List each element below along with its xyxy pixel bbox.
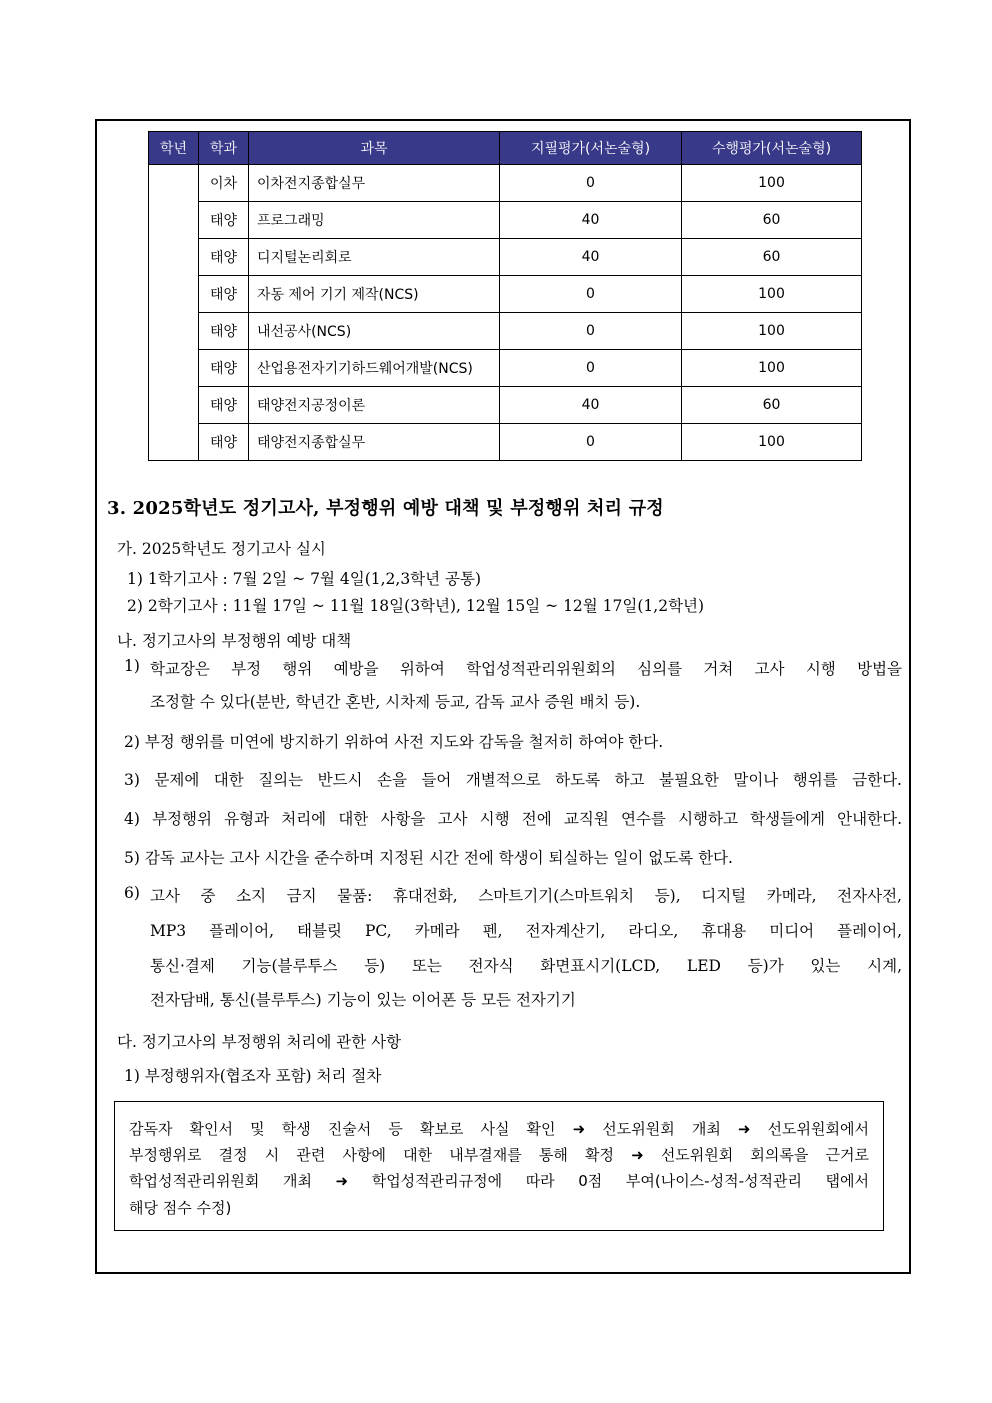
subsection-ga-heading: 가. 2025학년도 정기고사 실시 [117, 540, 326, 558]
written-cell: 0 [500, 313, 682, 350]
header-performance-eval: 수행평가(서논술형) [682, 132, 862, 165]
performance-cell: 100 [682, 350, 862, 387]
table-row [149, 387, 862, 424]
performance-cell: 60 [682, 239, 862, 276]
table-row [149, 239, 862, 276]
header-grade: 학년 [149, 132, 199, 165]
dept-cell: 이차 [199, 165, 249, 202]
header-dept: 학과 [199, 132, 249, 165]
written-cell: 40 [500, 202, 682, 239]
written-cell: 0 [500, 424, 682, 461]
header-written-eval: 지필평가(서논술형) [500, 132, 682, 165]
subsection-na-heading: 나. 정기고사의 부정행위 예방 대책 [117, 632, 352, 650]
dept-cell: 태양 [199, 350, 249, 387]
subject-cell: 이차전지종합실무 [249, 165, 500, 202]
prevention-item-5: 5) 감독 교사는 고사 시간을 준수하며 지정된 시간 전에 학생이 퇴실하는 일이 없도록 한다. [124, 849, 733, 867]
table-row [149, 202, 862, 239]
prohibited-items-line-2: MP3 플레이어, 태블릿 PC, 카메라 펜, 전자계산기, 라디오, 휴대용 미디어 플레이어, [150, 922, 902, 940]
performance-cell: 100 [682, 165, 862, 202]
procedure-line-2: 부정행위로 결정 시 관련 사항에 대한 내부결재를 통해 확정 ➜ 선도위원회 회의록을 근거로 [129, 1146, 869, 1164]
subject-cell: 태양전지공정이론 [249, 387, 500, 424]
prevention-item-1-number: 1) [124, 657, 140, 675]
prevention-item-3: 3) 문제에 대한 질의는 반드시 손을 들어 개별적으로 하도록 하고 불필요한 말이나 행위를 금한다. [124, 771, 902, 789]
prohibited-items-line-1: 고사 중 소지 금지 물품: 휴대전화, 스마트기기(스마트워치 등), 디지털 카메라, 전자사전, [150, 887, 902, 905]
subject-cell: 디지털논리회로 [249, 239, 500, 276]
exam-schedule-item-1: 1) 1학기고사 : 7월 2일 ~ 7월 4일(1,2,3학년 공통) [127, 570, 482, 588]
dept-cell: 태양 [199, 276, 249, 313]
prohibited-items-line-3: 통신·결제 기능(블루투스 등) 또는 전자식 화면표시기(LCD, LED 등)가 있는 시계, [150, 957, 902, 975]
prohibited-items-line-4: 전자담배, 통신(블루투스) 기능이 있는 이어폰 등 모든 전자기기 [150, 991, 576, 1009]
performance-cell: 100 [682, 313, 862, 350]
dept-cell: 태양 [199, 239, 249, 276]
prevention-item-1-line-2: 조정할 수 있다(분반, 학년간 혼반, 시차제 등교, 감독 교사 증원 배치 등). [150, 693, 641, 711]
subject-cell: 프로그래밍 [249, 202, 500, 239]
dept-cell: 태양 [199, 313, 249, 350]
table-row [149, 424, 862, 461]
prevention-item-6-number: 6) [124, 884, 140, 902]
table-header-row [149, 132, 862, 165]
performance-cell: 60 [682, 387, 862, 424]
evaluation-ratio-table [148, 131, 862, 461]
performance-cell: 100 [682, 424, 862, 461]
procedure-line-4: 해당 점수 수정) [129, 1199, 232, 1217]
table-row [149, 350, 862, 387]
subject-cell: 자동 제어 기기 제작(NCS) [249, 276, 500, 313]
subject-cell: 내선공사(NCS) [249, 313, 500, 350]
dept-cell: 태양 [199, 424, 249, 461]
section-3-title: 3. 2025학년도 정기고사, 부정행위 예방 대책 및 부정행위 처리 규정 [107, 498, 664, 519]
header-subject: 과목 [249, 132, 500, 165]
prevention-item-1-line-1: 학교장은 부정 행위 예방을 위하여 학업성적관리위원회의 심의를 거쳐 고사 시행 방법을 [150, 660, 902, 678]
subject-cell: 산업용전자기기하드웨어개발(NCS) [249, 350, 500, 387]
performance-cell: 60 [682, 202, 862, 239]
prevention-item-2: 2) 부정 행위를 미연에 방지하기 위하여 사전 지도와 감독을 철저히 하여야 한다. [124, 733, 664, 751]
written-cell: 0 [500, 276, 682, 313]
procedure-line-1: 감독자 확인서 및 학생 진술서 등 확보로 사실 확인 ➜ 선도위원회 개최 ➜ 선도위원회에서 [129, 1120, 869, 1138]
written-cell: 40 [500, 239, 682, 276]
cheating-procedure-item-1: 1) 부정행위자(협조자 포함) 처리 절차 [124, 1067, 382, 1085]
performance-cell: 100 [682, 276, 862, 313]
procedure-line-3: 학업성적관리위원회 개최 ➜ 학업성적관리규정에 따라 0점 부여(나이스-성적-성적관리 탭에서 [129, 1172, 869, 1190]
table-row [149, 313, 862, 350]
written-cell: 40 [500, 387, 682, 424]
grade-cell [149, 165, 199, 461]
subsection-da-heading: 다. 정기고사의 부정행위 처리에 관한 사항 [117, 1033, 402, 1051]
written-cell: 0 [500, 165, 682, 202]
exam-schedule-item-2: 2) 2학기고사 : 11월 17일 ~ 11월 18일(3학년), 12월 15일 ~ 12월 17일(1,2학년) [127, 597, 705, 615]
prevention-item-4: 4) 부정행위 유형과 처리에 대한 사항을 고사 시행 전에 교직원 연수를 시행하고 학생들에게 안내한다. [124, 810, 902, 828]
subject-cell: 태양전지종합실무 [249, 424, 500, 461]
written-cell: 0 [500, 350, 682, 387]
dept-cell: 태양 [199, 202, 249, 239]
table-row [149, 276, 862, 313]
dept-cell: 태양 [199, 387, 249, 424]
table-row [149, 165, 862, 202]
